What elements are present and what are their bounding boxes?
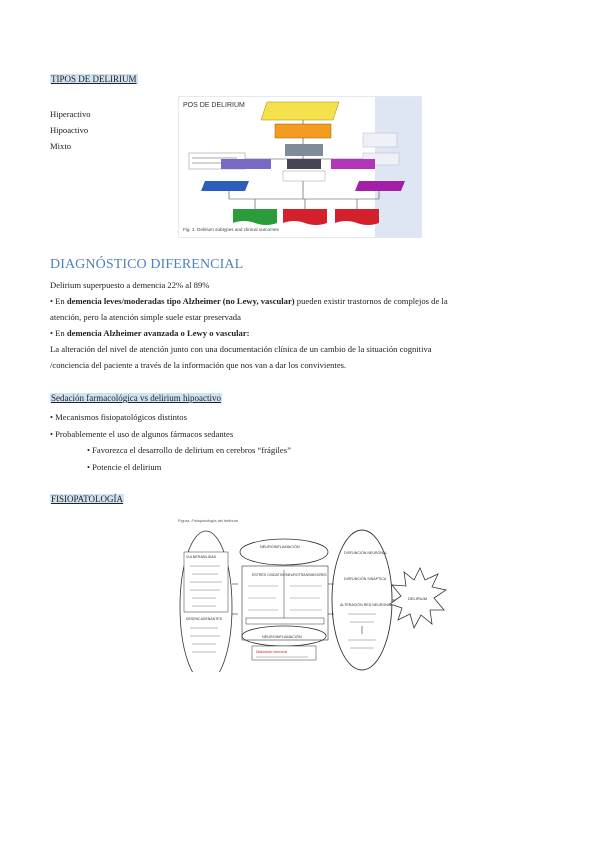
fisio-center-b: NEUROTRANSMISORES: [286, 573, 327, 577]
fig-title: POS DE DELIRIUM: [183, 102, 245, 109]
fisio-center-low: NEUROINFLAMACIÓN: [262, 635, 302, 639]
tipos-item: Hiperactivo: [50, 109, 91, 119]
sedacion-item: • Probablemente el uso de algunos fármacos sedantes: [50, 428, 234, 439]
diag-line: Delirium superpuesto a demencia 22% al 89%: [50, 280, 210, 290]
sedacion-subitem: • Favorezca el desarrollo de delirium en cerebros “frágiles”: [87, 445, 291, 455]
sedacion-item: • Mecanismos fisiopatológicos distintos: [50, 412, 187, 422]
fisio-diagram: [176, 514, 448, 672]
subtypes-diagram: [179, 97, 421, 237]
diagnostico-body: [50, 277, 560, 373]
sedacion-subitem: • Potencie el delirium: [87, 461, 162, 472]
fig-caption: Fig. 1. Delirium subtypes and clinical outcomes: [183, 227, 279, 232]
tipos-list: [50, 106, 91, 154]
fisio-left-title: VULNERABILIDAD: [186, 555, 217, 559]
fisio-caption: Figura. Fisiopatología del delirium: [178, 518, 239, 523]
sedacion-heading: Sedación farmacológica vs delirium hipoactivo: [51, 393, 221, 403]
delirium-subtypes-figure: [178, 96, 422, 238]
sedacion-sublist: [87, 442, 291, 475]
fisio-center-red: Disfunción neuronal: [256, 650, 287, 654]
tipos-item: Hipoactivo: [50, 125, 89, 135]
tipos-item: Mixto: [50, 141, 72, 151]
diag-line: • En demencia Alzheimer avanzada o Lewy o vascular:: [50, 328, 250, 338]
fisio-center-top: NEUROINFLAMACIÓN: [260, 545, 300, 549]
sedacion-list: [50, 409, 233, 442]
diagnostico-heading: DIAGNÓSTICO DIFERENCIAL: [50, 257, 244, 272]
diag-line: atención, pero la atención simple suele estar preservada: [50, 312, 241, 322]
fisio-right-2: DISFUNCIÓN SINÁPTICA: [344, 577, 387, 581]
diag-line: /conciencia del paciente a través de la información que nos van a dar los convivientes.: [50, 360, 347, 370]
fisio-left-title2: DESENCADENANTES: [186, 617, 222, 621]
tipos-heading: TIPOS DE DELIRIUM: [51, 74, 137, 84]
fisio-right-1: DISFUNCIÓN NEURONAL: [344, 551, 388, 555]
fisiopatologia-figure: [176, 514, 448, 672]
fisio-right-3: ALTERACIÓN RED NEURONAL: [340, 603, 393, 607]
diag-line: • En demencia leves/moderadas tipo Alzheimer (no Lewy, vascular) pueden existir trastornos de complejos de la: [50, 296, 448, 306]
diag-line: La alteración del nivel de atención junto con una documentación clínica de un cambio de la situación cognitiva: [50, 344, 432, 354]
fisio-center-a: ESTRÉS OXIDATIVO: [252, 573, 286, 577]
fisio-heading: FISIOPATOLOGÍA: [51, 494, 124, 504]
fisio-star: DELIRIUM: [408, 596, 428, 601]
